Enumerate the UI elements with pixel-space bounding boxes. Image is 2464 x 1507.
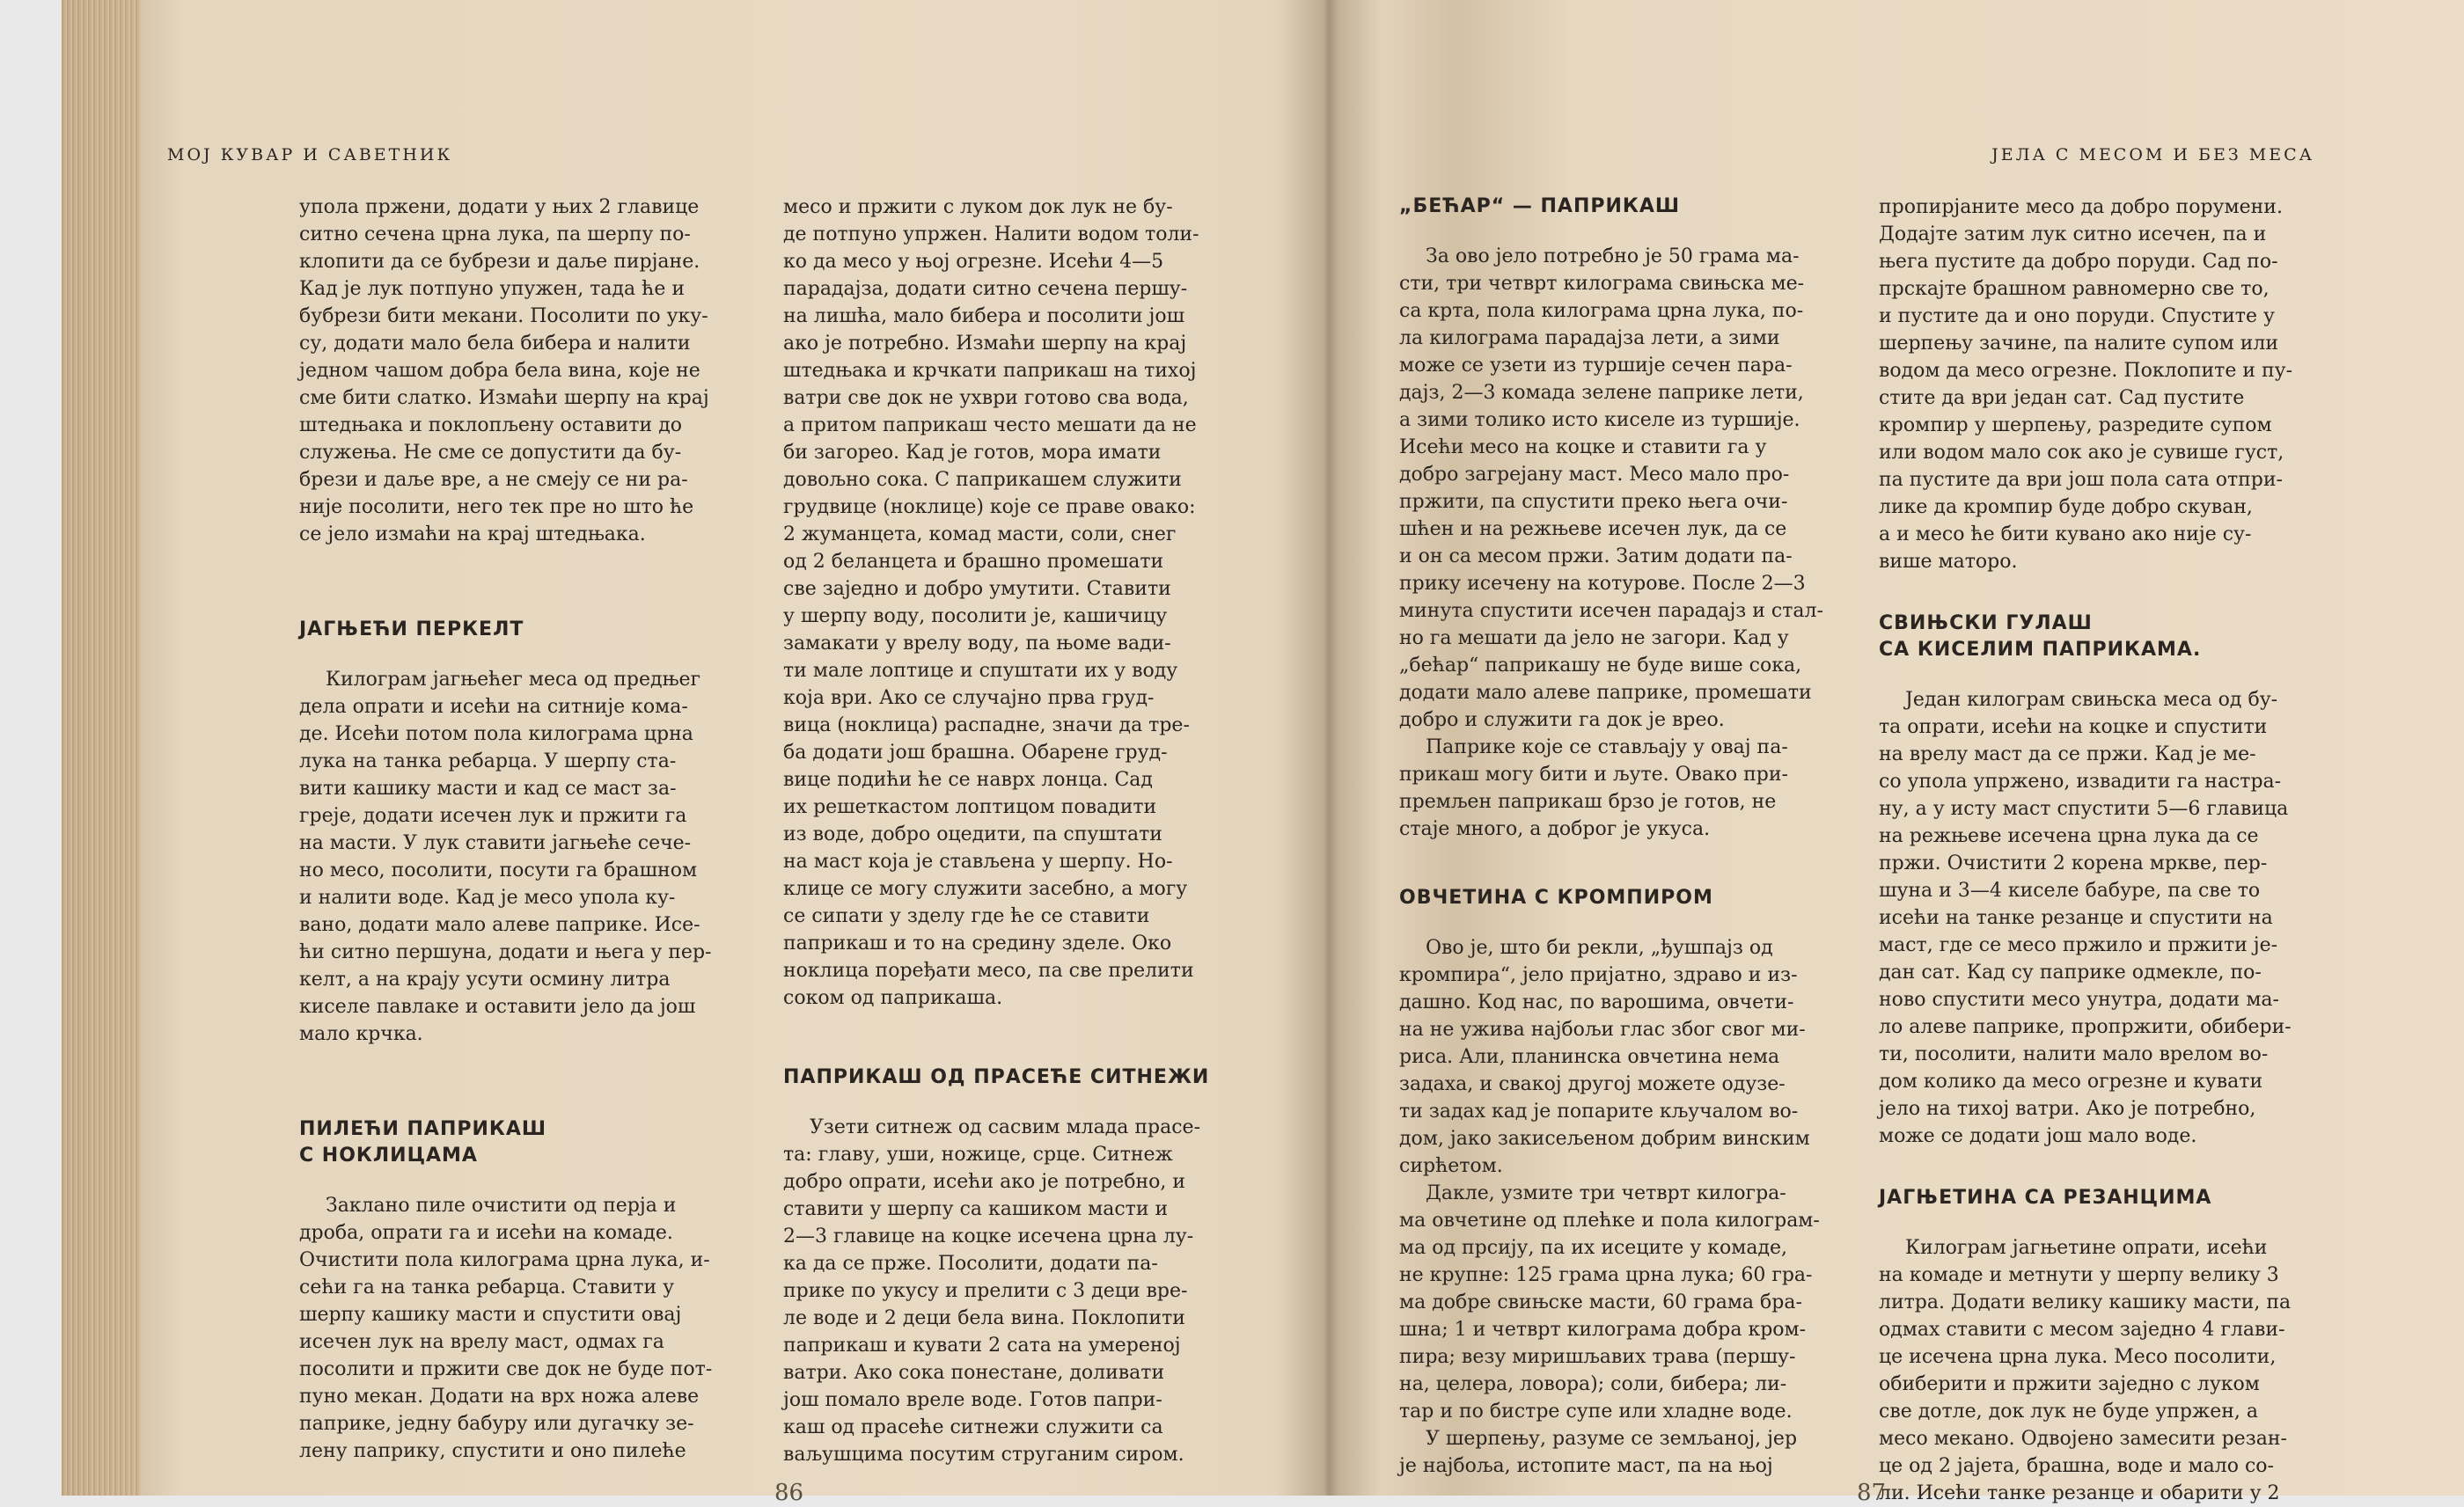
- right-page-column-1: [1399, 194, 1848, 1480]
- right-col2-continued-paragraph: пропирјаните месо да добро порумени. Додајте затим лук ситно исечен, па и њега пустите да добро поруди. Сад по- прскајте брашном равномерно све то, и пустите да и оно поруди. Спустите у шерпењу зачине, па налите супом или водом да месо огрезне. Поклопите и пу- стите да ври један сат. Сад пустите кромпир у шерпењу, разредите супом или водом мало сок ако је сувише густ, па пустите да ври још пола сата отпри- лике да кромпир буде добро скуван, а и месо ће бити кувано ако није су- више маторо.: [1879, 196, 2293, 573]
- paragraph-svinjski-gulas: Један килограм свињска меса од бу- та опрати, исећи на коцке и спустити на врелу маст да се пржи. Кад је ме- со упола упржено, извадити га настра- ну, а у исту маст спустити 5—6 главица на режњеве исечена црна лука да се пржи. Очистити 2 корена мркве, пер- шуна и 3—4 киселе бабуре, па све то исећи на танке резанце и спустити на маст, где се месо пржило и пржити је- дан сат. Кад су паприке одмекле, по- ново спустити месо унутра, додати ма- ло алеве паприке, пропржити, обибери- ти, посолити, налити мало врелом во- дом колико да месо огрезне и кувати јело на тихој ватри. Ако је потребно, може се додати још мало воде.: [1879, 689, 2292, 1147]
- heading-paprikas-od-prasece-sitnezi: ПАПРИКАШ ОД ПРАСЕЋЕ СИТНЕЖИ: [783, 1066, 1210, 1088]
- page-edges: [62, 0, 141, 1496]
- paragraph-jagnjeci-perkelt: Килограм јагњећег меса од предњег дела опрати и исећи на ситније кома- де. Исећи потом пола килограма црна лука на танка ребарца. У шерпу ста- вити кашику масти и кад се маст за- греје, додати исечен лук и пржити га на масти. У лук ставити јагњеће сече- но месо, посолити, посути га брашном и налити воде. Кад је месо упола ку- вано, додати мало алеве паприке. Исе- ћи ситно першуна, додати и њега у пер- келт, а на крају усути осмину литра киселе павлаке и оставити јело да још мало крчка.: [299, 669, 712, 1045]
- heading-becar-paprikas: „БЕЋАР“ — ПАПРИКАШ: [1399, 195, 1681, 217]
- heading-jagnjeci-perkelt: ЈАГЊЕЋИ ПЕРКЕЛТ: [299, 618, 524, 640]
- heading-pileci-paprikas: ПИЛЕЋИ ПАПРИКАШ С НОКЛИЦАМА: [299, 1118, 547, 1167]
- heading-jagnjetina-sa-rezancima: ЈАГЊЕТИНА СА РЕЗАНЦИМА: [1879, 1187, 2212, 1209]
- left-col1-continued-paragraph: упола пржени, додати у њих 2 главице ситно сечена црна лука, па шерпу по- клопити да се бубрези и даље пирјане. Кад је лук потпуно упужен, тада ће и бубрези бити мекани. Посолити по уку- су, додати мало бела бибера и налити једном чашом добра бела вина, које не сме бити слатко. Измаћи шерпу на крај штедњака и поклопљену оставити до служења. Не сме се допустити да бу- брези и даље вре, а не смеју се ни ра- није посолити, него тек пре но што ће се јело измаћи на крај штедњака.: [299, 196, 709, 545]
- left-page-column-1: [299, 194, 757, 1465]
- heading-svinjski-gulas: СВИЊСКИ ГУЛАШ СА КИСЕЛИМ ПАПРИКАМА.: [1879, 612, 2202, 661]
- paragraph-becar-paprikas: За ово јело потребно је 50 грама ма- сти, три четврт килограма свињска ме- са крта, пола килограма црна лука, по- ла килограма парадајза лети, а зими може се узети из туршије сечен пара- дајз, 2—3 комада зелене паприке лети, а зими толико исто киселе из туршије. Исећи месо на коцке и ставити га у добро загрејану маст. Месо мало про- пржити, па спустити преко њега очи- шћен и на режњеве исечен лук, да се и он са месом пржи. Затим додати па- прику исечену на котурове. После 2—3 минута спустити исечен парадајз и стал- но га мешати да јело не загори. Кад у „бећар“ паприкашу не буде више сока, додати мало алеве паприке, промешати добро и служити га док је врео.: [1399, 245, 1823, 731]
- paragraph-jagnjetina-sa-rezancima: Килограм јагњетине опрати, исећи на комаде и метнути у шерпу велику 3 литра. Додати велику кашику масти, па одмах ставити с месом заједно 4 глави- це исечена црна лука. Месо посолити, обиберити и пржити заједно с луком све дотле, док лук не буде упржен, а месо мекано. Одвојено замесити резан- це од 2 јајета, брашна, воде и мало со- ли. Исећи танке резанце и обарити у 2: [1879, 1237, 2292, 1504]
- right-running-head: ЈЕЛА С МЕСОМ И БЕЗ МЕСА: [1991, 145, 2314, 165]
- left-page-number: 86: [774, 1480, 804, 1506]
- left-page-column-2: [783, 194, 1241, 1468]
- paragraph-ovcetina-ingredients: Дакле, узмите три четврт килогра- ма овчетине од плећке и пола килограм- ма од прсију, па их исеците у комаде, не крупне: 125 грама црна лука; 60 гра- ма добре свињске масти, 60 грама бра- шна; 1 и четврт килограма добра кром- пира; везу миришљавих трава (першу- на, целера, ловора); соли, бибера; ли- тар и по бистре супе или хладне воде.: [1399, 1182, 1820, 1423]
- heading-ovcetina-s-krompirom: ОВЧЕТИНА С КРОМПИРОМ: [1399, 887, 1713, 909]
- paragraph-ovcetina-intro: Ово је, што би рекли, „ђушпајз од кромпира“, јело пријатно, здраво и из- дашно. Код нас, по варошима, овчети- на не ужива најбољи глас због свог ми- риса. Али, планинска овчетина нема задаха, и свакој другој можете одузе- ти задах кад је попарите кључалом во- дом, јако закисељеном добрим винским сирћетом.: [1399, 937, 1810, 1177]
- right-page: [1346, 0, 2402, 1506]
- left-running-head: МОЈ КУВАР И САВЕТНИК: [167, 145, 453, 165]
- right-page-column-2: [1879, 194, 2328, 1507]
- left-page: [167, 0, 1258, 1506]
- right-page-number: 87: [1857, 1480, 1887, 1506]
- paragraph-paprikas-od-prasece-sitnezi: Узети ситнеж од сасвим млада прасе- та: главу, уши, ножице, срце. Ситнеж добро опрати, исећи ако је потребно, и ставити у шерпу са кашиком масти и 2—3 главице на коцке исечена црна лу- ка да се прже. Посолити, додати па- прике по укусу и прелити с 3 деци вре- ле воде и 2 деци бела вина. Поклопити паприкаш и кувати 2 сата на умереној ватри. Ако сока понестане, доливати још помало вреле воде. Готов папри- каш од прасеће ситнежи служити са ваљушцима посутим струганим сиром.: [783, 1116, 1201, 1466]
- paragraph-pileci-paprikas: Заклано пиле очистити од перја и дроба, опрати га и исећи на комаде. Очистити пола килограма црна лука, и- сећи га на танка ребарца. Ставити у шерпу кашику масти и спустити овај исечен лук на врелу маст, одмах га посолити и пржити све док не буде пот- пуно мекан. Додати на врх ножа алеве паприке, једну бабуру или дугачку зе- лену паприку, спустити и оно пилеће: [299, 1195, 713, 1462]
- paragraph-becar-paprikas-note: Паприке које се стављају у овај па- прикаш могу бити и љуте. Овако при- премљен паприкаш брзо је готов, не стаје много, а доброг је укуса.: [1399, 736, 1788, 840]
- paragraph-ovcetina-method: У шерпењу, разуме се земљаној, јер је најбоља, истопите маст, па на њој: [1399, 1428, 1798, 1477]
- left-col2-continued-paragraph: месо и пржити с луком док лук не бу- де потпуно упржен. Налити водом толи- ко да месо у њој огрезне. Исећи 4—5 парадајза, додати ситно сечена першу- на лишћа, мало бибера и посолити још ако је потребно. Измаћи шерпу на крај штедњака и крчкати паприкаш на тихој ватри све док не ухври готово сва вода, а притом паприкаш често мешати да не би загорео. Кад је готов, мора имати довољно сока. С паприкашем служити грудвице (ноклице) које се праве овако: 2 жуманцета, комад масти, соли, снег од 2 беланцета и брашно промешати све заједно и добро умутити. Ставити у шерпу воду, посолити је, кашичицу замакати у врелу воду, па њоме вади- ти мале лоптице и спуштати их у воду која ври. Ако се случајно прва груд- вица (ноклица) распадне, значи да тре- ба додати још брашна. Обарене груд- вице подићи ће се навpx лонца. Сад их решеткастом лоптицом повадити из воде, добро оцедити, па спуштати на маст која је стављена у шерпу. Но- клице се могу служити засебно, а могу се сипати у зделу где ће се ставити паприкаш и то на средину зделе. Око ноклица поређати месо, па све прелити соком од паприкаша.: [783, 196, 1199, 1009]
